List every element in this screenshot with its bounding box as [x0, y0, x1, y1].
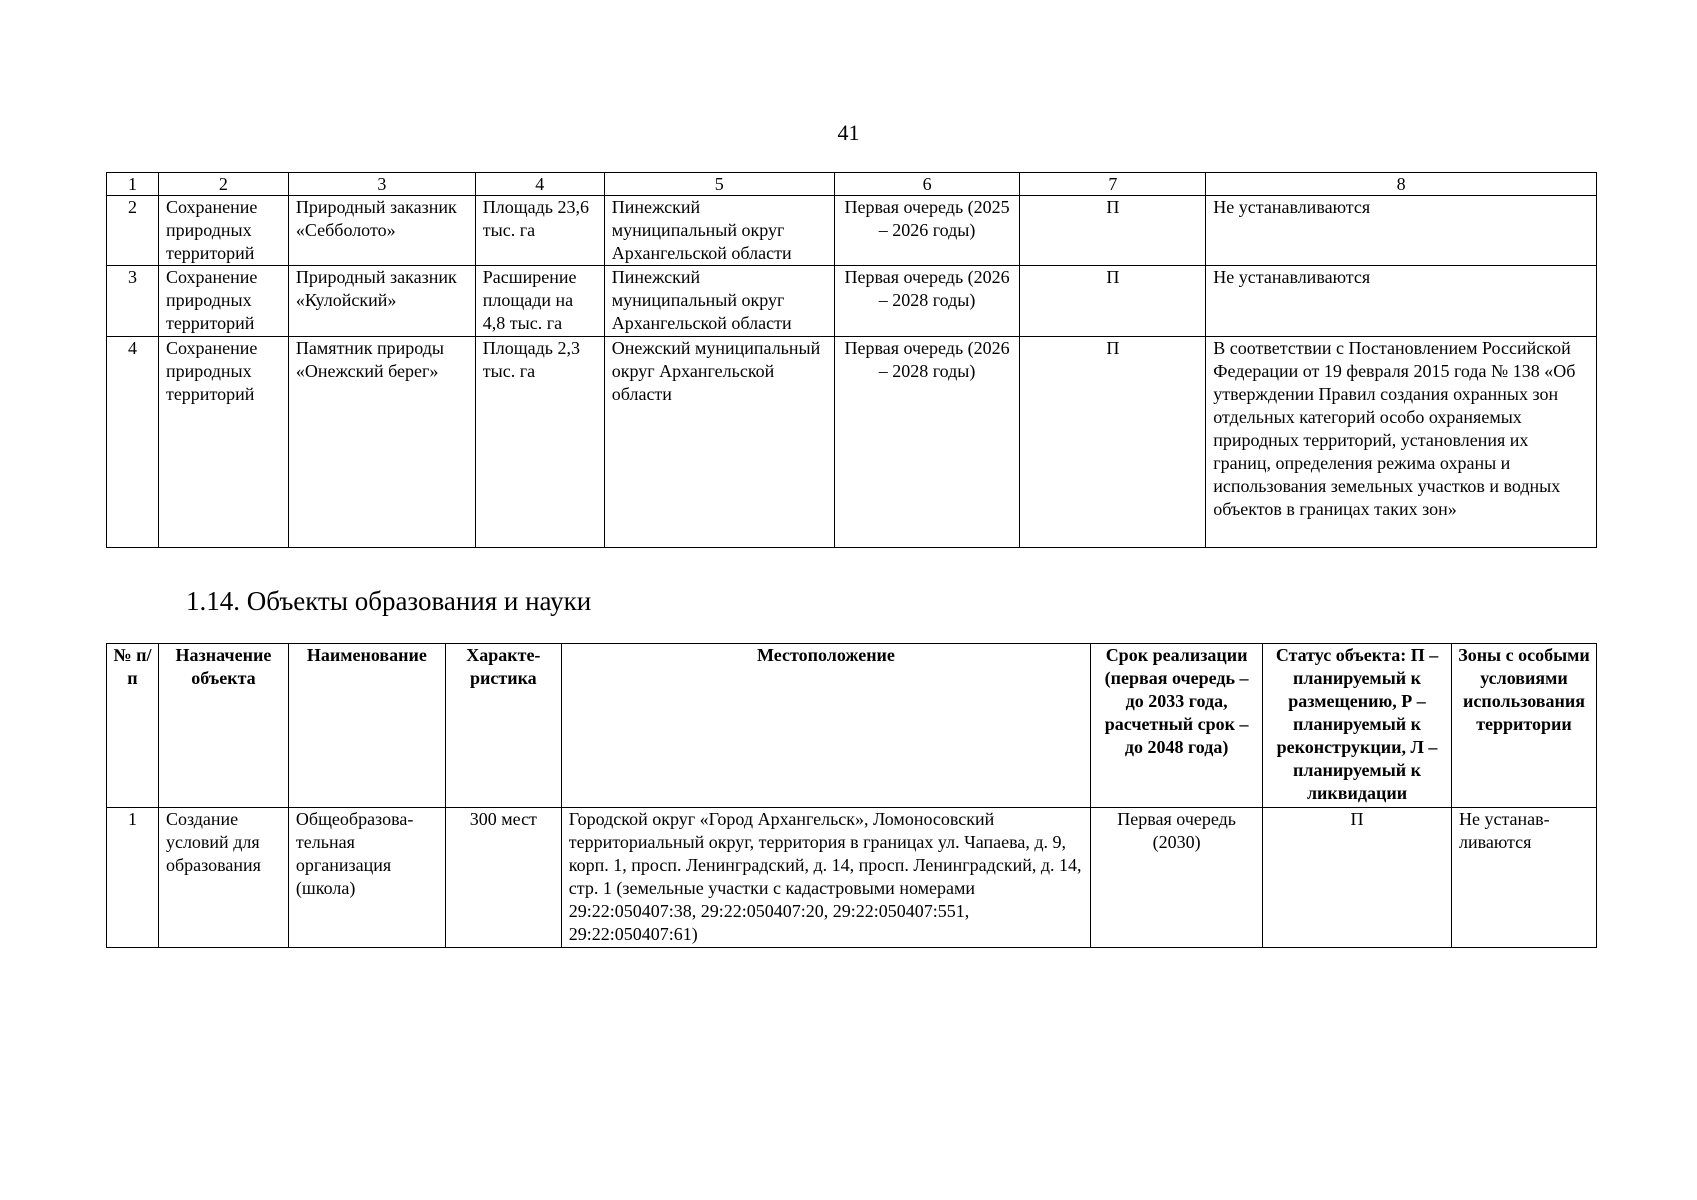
object-purpose: Сохранение природных территорий	[158, 337, 288, 548]
special-zones: В соответствии с Постановлением Российской Федерации от 19 февраля 2015 года № 138 «Об утверждении Правил создания охранных зон отдельных категорий особо охраняемых природных территорий, установления их границ, определения режима охраны и использования земельных участков и водных объектов в границах таких зон»	[1206, 337, 1597, 548]
header-characteristic: Характе-ристика	[445, 644, 561, 808]
column-number: 7	[1020, 173, 1206, 196]
special-zones: Не устанавливаются	[1206, 266, 1597, 337]
header-zones: Зоны с особыми условиями использования территории	[1451, 644, 1596, 808]
table-row	[107, 266, 1597, 337]
column-number: 5	[604, 173, 834, 196]
object-characteristic: 300 мест	[445, 808, 561, 948]
page-number: 41	[837, 120, 860, 145]
object-status: П	[1020, 337, 1206, 548]
object-location: Пинежский муниципальный округ Архангельской области	[604, 266, 834, 337]
object-name: Памятник природы «Онежский берег»	[288, 337, 475, 548]
object-characteristic: Площадь 23,6 тыс. га	[475, 196, 604, 266]
object-purpose: Создание условий для образования	[158, 808, 288, 948]
special-zones: Не устанав-ливаются	[1451, 808, 1596, 948]
special-zones: Не устанавливаются	[1206, 196, 1597, 266]
implementation-term: Первая очередь (2030)	[1091, 808, 1263, 948]
object-purpose: Сохранение природных территорий	[158, 266, 288, 337]
section-heading: 1.14. Объекты образования и науки	[186, 586, 592, 616]
implementation-term: Первая очередь (2025 – 2026 годы)	[834, 196, 1020, 266]
object-status: П	[1020, 196, 1206, 266]
header-status: Статус объекта: П – планируемый к размещению, Р – планируемый к реконструкции, Л – планируемый к ликвидации	[1263, 644, 1452, 808]
header-location: Местоположение	[561, 644, 1090, 808]
table-row	[107, 337, 1597, 548]
object-characteristic: Площадь 2,3 тыс. га	[475, 337, 604, 548]
table-row	[107, 196, 1597, 266]
row-number: 3	[107, 266, 159, 337]
top-table	[106, 172, 1597, 548]
column-number: 8	[1206, 173, 1597, 196]
row-number: 2	[107, 196, 159, 266]
object-location: Городской округ «Город Архангельск», Ломоносовский территориальный округ, территория в границах ул. Чапаева, д. 9, корп. 1, просп. Ленинградский, д. 14, просп. Ленинградский, д. 14, стр. 1 (земельные участки с кадастровыми номерами 29:22:050407:38, 29:22:050407:20, 29:22:050407:551, 29:22:050407:61)	[561, 808, 1090, 948]
object-name: Общеобразова-тельная организация (школа)	[288, 808, 445, 948]
object-purpose: Сохранение природных территорий	[158, 196, 288, 266]
object-location: Онежский муниципальный округ Архангельской области	[604, 337, 834, 548]
implementation-term: Первая очередь (2026 – 2028 годы)	[834, 337, 1020, 548]
object-status: П	[1263, 808, 1452, 948]
column-number: 6	[834, 173, 1020, 196]
column-number: 4	[475, 173, 604, 196]
object-name: Природный заказник «Себболото»	[288, 196, 475, 266]
bottom-table	[106, 643, 1597, 948]
column-number-row	[107, 173, 1597, 196]
column-number: 2	[158, 173, 288, 196]
header-row	[107, 644, 1597, 808]
table-row	[107, 808, 1597, 948]
implementation-term: Первая очередь (2026 – 2028 годы)	[834, 266, 1020, 337]
column-number: 3	[288, 173, 475, 196]
object-location: Пинежский муниципальный округ Архангельской области	[604, 196, 834, 266]
row-number: 1	[107, 808, 159, 948]
header-term: Срок реализации (первая очередь – до 2033 года, расчетный срок – до 2048 года)	[1091, 644, 1263, 808]
object-characteristic: Расширение площади на 4,8 тыс. га	[475, 266, 604, 337]
header-purpose: Назначение объекта	[158, 644, 288, 808]
object-name: Природный заказник «Кулойский»	[288, 266, 475, 337]
header-number: № п/п	[107, 644, 159, 808]
object-status: П	[1020, 266, 1206, 337]
column-number: 1	[107, 173, 159, 196]
header-name: Наименование	[288, 644, 445, 808]
row-number: 4	[107, 337, 159, 548]
